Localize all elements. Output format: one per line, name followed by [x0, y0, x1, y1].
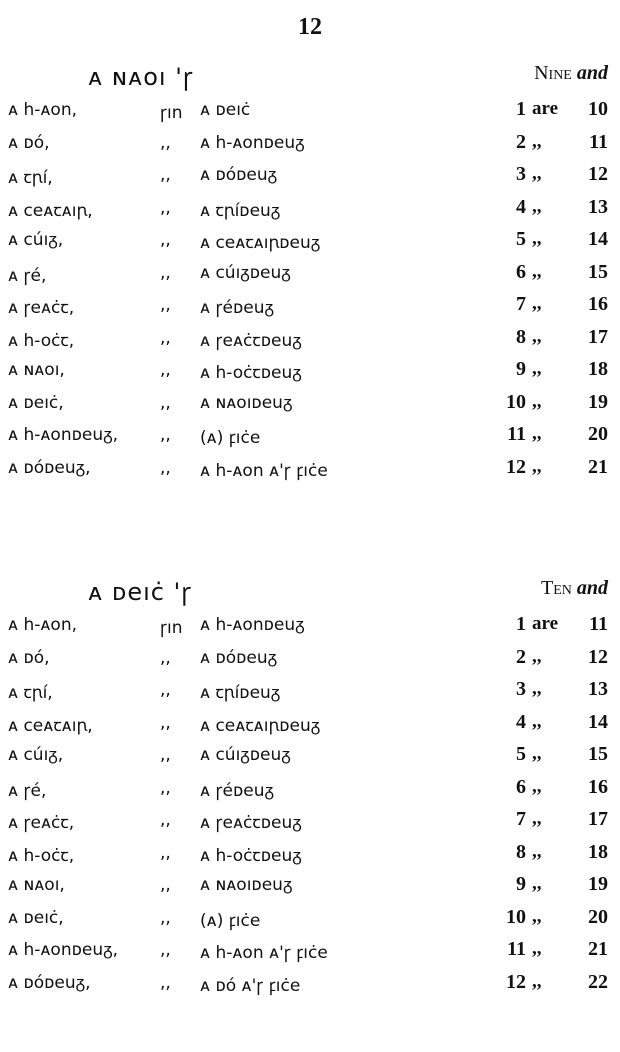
row-conjunction: ꞅın: [160, 103, 183, 123]
row-addend-number: 11: [507, 423, 526, 445]
table-row: [0, 806, 620, 839]
row-addend-gaelic: ᴀ h-ᴀonᴅeuᵹ,: [8, 425, 118, 445]
row-sum-gaelic: ᴀ cúıᵹᴅeuᵹ: [200, 262, 291, 283]
row-operator: ,,: [532, 358, 542, 379]
row-addend-number: 10: [506, 905, 526, 928]
row-addend-number: 7: [516, 293, 526, 315]
row-addend-gaelic: ᴀ h-ᴀonᴅeuᵹ,: [8, 940, 118, 960]
row-sum-number: 12: [588, 645, 608, 668]
row-sum-number: 16: [588, 775, 608, 798]
section-title-english-word: Ten: [540, 577, 572, 599]
row-addend-gaelic: ᴀ ꞅé,: [8, 780, 47, 801]
table-row: [0, 741, 620, 774]
row-conjunction: ,,: [160, 457, 171, 478]
row-sum-gaelic: ᴀ ꞅéᴅeuᵹ: [200, 298, 274, 318]
row-sum-gaelic: ᴀ h-ᴀonᴅeuᵹ: [200, 615, 305, 635]
row-addend-gaelic: ᴀ ᴅó,: [8, 647, 50, 668]
row-operator: ,,: [532, 775, 542, 797]
section-title-english: [534, 62, 608, 85]
row-sum-gaelic: ᴀ cúıᵹᴅeuᵹ: [200, 745, 291, 765]
row-conjunction: ,,: [160, 712, 171, 733]
row-sum-gaelic: ᴀ ꞇꞃíᴅeuᵹ: [200, 200, 281, 221]
row-addend-number: 3: [516, 163, 526, 185]
row-addend-gaelic: ᴀ h-oċꞇ,: [8, 845, 75, 866]
row-addend-gaelic: ᴀ ꞇꞃí,: [8, 168, 53, 188]
row-addend-number: 1: [516, 98, 526, 120]
row-addend-number: 6: [516, 260, 526, 283]
row-sum-number: 18: [588, 358, 608, 380]
table-row: [0, 161, 620, 194]
row-addend-number: 2: [516, 645, 526, 668]
row-addend-gaelic: ᴀ ꞅeᴀċꞇ,: [8, 813, 75, 833]
row-addend-number: 6: [516, 775, 526, 798]
row-sum-gaelic: ᴀ ꞅeᴀċꞇᴅeuᵹ: [200, 813, 302, 833]
row-conjunction: ,,: [160, 745, 171, 765]
row-addend-number: 12: [506, 455, 526, 478]
row-conjunction: ,,: [160, 165, 171, 185]
row-conjunction: ,,: [160, 680, 171, 700]
row-sum-gaelic: ᴀ ꞅéᴅeuᵹ: [200, 780, 274, 801]
row-addend-number: 8: [516, 325, 526, 348]
row-sum-gaelic: ᴀ ꞅeᴀċꞇᴅeuᵹ: [200, 330, 302, 351]
row-sum-number: 17: [588, 325, 608, 348]
page-number: 12: [298, 14, 322, 40]
row-addend-gaelic: ᴀ ɴᴀoı,: [8, 875, 65, 895]
row-operator: ,,: [532, 938, 542, 959]
row-sum-number: 19: [588, 390, 608, 413]
row-operator: are: [532, 613, 559, 634]
row-operator: ,,: [532, 423, 542, 444]
row-addend-number: 11: [507, 938, 526, 960]
row-addend-gaelic: ᴀ h-oċꞇ,: [8, 330, 75, 351]
table-row: [0, 356, 620, 389]
row-addend-gaelic: ᴀ ᴅeıċ,: [8, 907, 64, 928]
row-conjunction: ,,: [160, 327, 171, 348]
row-operator: ,,: [532, 808, 542, 829]
row-addend-gaelic: ᴀ ceᴀꞇᴀıꞃ,: [8, 200, 93, 221]
row-operator: ,,: [532, 840, 542, 862]
table-row: [0, 644, 620, 677]
addition-table-ten: [0, 573, 620, 1001]
row-conjunction: ,,: [160, 132, 171, 153]
row-addend-gaelic: ᴀ ꞅeᴀċꞇ,: [8, 298, 75, 318]
row-addend-number: 10: [506, 390, 526, 413]
row-addend-number: 8: [516, 840, 526, 863]
table-row: [0, 774, 620, 807]
row-conjunction: ,,: [160, 295, 171, 315]
row-sum-number: 10: [588, 98, 608, 120]
table-row: [0, 936, 620, 969]
row-sum-number: 12: [588, 163, 608, 185]
row-conjunction: ,,: [160, 875, 171, 895]
row-sum-gaelic: ᴀ ᴅeıċ: [200, 100, 251, 120]
row-conjunction: ,,: [160, 972, 171, 993]
section-header: [0, 573, 620, 611]
row-sum-gaelic: ᴀ ɴᴀoıᴅeuᵹ: [200, 392, 293, 413]
row-conjunction: ,,: [160, 777, 171, 798]
row-addend-gaelic: ᴀ cúıᵹ,: [8, 745, 64, 765]
row-sum-number: 20: [588, 905, 608, 928]
table-row: [0, 454, 620, 487]
section-title-english-word: Nine: [534, 62, 572, 84]
row-operator: are: [532, 98, 559, 119]
row-addend-gaelic: ᴀ ᴅóᴅeuᵹ,: [8, 972, 91, 993]
row-addend-number: 12: [506, 970, 526, 993]
row-sum-number: 19: [588, 873, 608, 895]
row-sum-gaelic: ᴀ ᴅóᴅeuᵹ: [200, 165, 278, 185]
row-sum-number: 11: [589, 613, 608, 635]
row-sum-number: 21: [588, 938, 608, 960]
table-rows: [0, 96, 620, 486]
row-sum-gaelic: ᴀ h-oċꞇᴅeuᵹ: [200, 363, 302, 383]
row-addend-gaelic: ᴀ cúıᵹ,: [8, 230, 64, 250]
row-operator: ,,: [532, 130, 542, 152]
section-title-english-and: and: [576, 577, 608, 599]
row-addend-gaelic: ᴀ ᴅóᴅeuᵹ,: [8, 457, 91, 478]
row-conjunction: ,,: [160, 940, 171, 960]
table-row: [0, 194, 620, 227]
row-addend-number: 4: [516, 710, 526, 733]
row-conjunction: ,,: [160, 392, 171, 413]
row-conjunction: ,,: [160, 230, 171, 250]
row-sum-number: 15: [588, 260, 608, 283]
row-conjunction: ,,: [160, 360, 171, 380]
table-row: [0, 709, 620, 742]
row-operator: ,,: [532, 260, 542, 282]
table-row: [0, 291, 620, 324]
row-addend-gaelic: ᴀ ceᴀꞇᴀıꞃ,: [8, 715, 93, 736]
row-conjunction: ,,: [160, 197, 171, 218]
row-sum-gaelic: ᴀ ceᴀꞇᴀıꞃᴅeuᵹ: [200, 715, 321, 736]
row-addend-number: 1: [516, 613, 526, 635]
row-sum-gaelic: ᴀ h-oċꞇᴅeuᵹ: [200, 845, 302, 866]
row-sum-gaelic: ᴀ ɴᴀoıᴅeuᵹ: [200, 875, 293, 895]
row-conjunction: ꞅın: [160, 618, 183, 638]
row-operator: ,,: [532, 195, 542, 217]
row-sum-gaelic: ᴀ h-ᴀon ᴀ'ꞅ ꝼıċe: [200, 943, 328, 963]
row-sum-number: 14: [588, 710, 608, 733]
row-addend-gaelic: ᴀ ɴᴀoı,: [8, 360, 65, 380]
row-sum-gaelic: (ᴀ) ꝼıċe: [200, 910, 261, 931]
row-sum-gaelic: ᴀ ᴅóᴅeuᵹ: [200, 647, 278, 668]
row-operator: ,,: [532, 645, 542, 667]
row-operator: ,,: [532, 743, 542, 764]
row-sum-number: 14: [588, 228, 608, 250]
row-operator: ,,: [532, 325, 542, 347]
section-title-gaelic: ᴀ ᴅeıċ 'ꞅ: [88, 578, 193, 606]
row-sum-gaelic: ᴀ ꞇꞃíᴅeuᵹ: [200, 683, 281, 703]
row-sum-number: 22: [588, 970, 608, 993]
row-addend-number: 5: [516, 228, 526, 250]
row-addend-number: 5: [516, 743, 526, 765]
row-operator: ,,: [532, 905, 542, 927]
row-operator: ,,: [532, 970, 542, 992]
row-conjunction: ,,: [160, 842, 171, 863]
row-sum-number: 15: [588, 743, 608, 765]
row-addend-gaelic: ᴀ ᴅó,: [8, 132, 50, 153]
table-row: [0, 96, 620, 129]
section-title-english-and: and: [576, 62, 608, 84]
row-sum-gaelic: (ᴀ) ꝼıċe: [200, 428, 261, 448]
addition-table-nine: [0, 58, 620, 486]
row-addend-number: 2: [516, 130, 526, 153]
row-sum-number: 20: [588, 423, 608, 445]
section-header: [0, 58, 620, 96]
table-rows: [0, 611, 620, 1001]
row-sum-number: 17: [588, 808, 608, 830]
row-operator: ,,: [532, 293, 542, 314]
table-row: [0, 676, 620, 709]
table-row: [0, 871, 620, 904]
row-operator: ,,: [532, 163, 542, 184]
row-sum-number: 16: [588, 293, 608, 315]
row-addend-gaelic: ᴀ ꞅé,: [8, 265, 47, 286]
table-row: [0, 259, 620, 292]
table-row: [0, 969, 620, 1002]
table-row: [0, 324, 620, 357]
table-row: [0, 611, 620, 644]
section-title-gaelic: ᴀ ɴᴀoı 'ꞅ: [88, 63, 194, 91]
table-row: [0, 226, 620, 259]
row-sum-number: 11: [589, 130, 608, 153]
row-sum-number: 13: [588, 195, 608, 218]
row-addend-gaelic: ᴀ ꞇꞃí,: [8, 683, 53, 703]
row-sum-gaelic: ᴀ h-ᴀonᴅeuᵹ: [200, 132, 305, 153]
row-operator: ,,: [532, 678, 542, 699]
row-addend-number: 3: [516, 678, 526, 700]
row-sum-number: 13: [588, 678, 608, 700]
table-row: [0, 421, 620, 454]
row-addend-gaelic: ᴀ ᴅeıċ,: [8, 392, 64, 413]
row-addend-number: 9: [516, 873, 526, 895]
row-addend-gaelic: ᴀ h-ᴀon,: [8, 100, 78, 120]
row-conjunction: ,,: [160, 907, 171, 928]
section-title-english: [541, 577, 608, 600]
row-addend-number: 7: [516, 808, 526, 830]
row-sum-number: 21: [588, 455, 608, 478]
row-addend-number: 9: [516, 358, 526, 380]
row-sum-gaelic: ᴀ ceᴀꞇᴀıꞃᴅeuᵹ: [200, 233, 321, 253]
row-operator: ,,: [532, 228, 542, 249]
row-sum-number: 18: [588, 840, 608, 863]
row-conjunction: ,,: [160, 262, 171, 283]
row-addend-number: 4: [516, 195, 526, 218]
row-operator: ,,: [532, 710, 542, 732]
row-sum-gaelic: ᴀ h-ᴀon ᴀ'ꞅ ꝼıċe: [200, 460, 328, 481]
row-operator: ,,: [532, 873, 542, 894]
table-row: [0, 904, 620, 937]
row-sum-gaelic: ᴀ ᴅó ᴀ'ꞅ ꝼıċe: [200, 975, 301, 996]
row-operator: ,,: [532, 390, 542, 412]
table-row: [0, 839, 620, 872]
row-addend-gaelic: ᴀ h-ᴀon,: [8, 615, 78, 635]
row-operator: ,,: [532, 455, 542, 477]
row-conjunction: ,,: [160, 647, 171, 668]
row-conjunction: ,,: [160, 425, 171, 445]
table-row: [0, 389, 620, 422]
table-row: [0, 129, 620, 162]
row-conjunction: ,,: [160, 810, 171, 830]
